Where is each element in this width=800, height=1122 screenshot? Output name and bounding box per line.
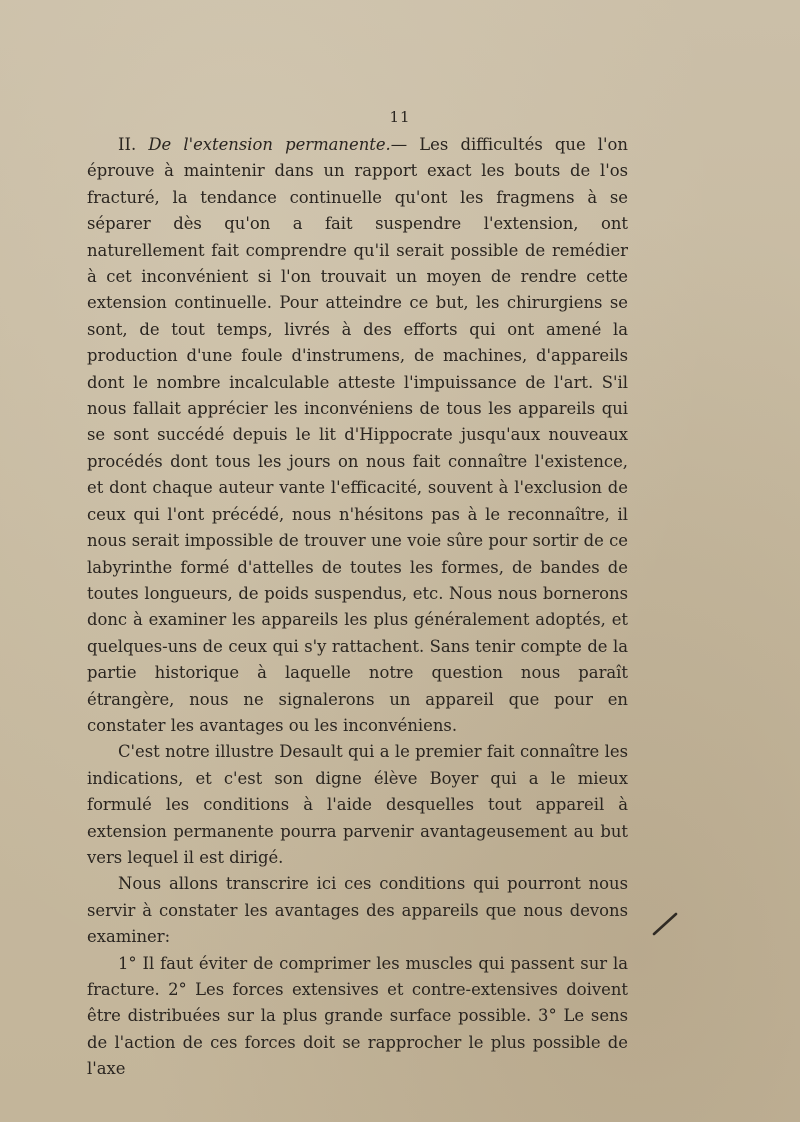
pencil-mark-icon [650, 908, 680, 938]
section-title: De l'extension permanente. [148, 135, 391, 154]
paragraph-3: Nous allons transcrire ici ces conditions qui pourront nous servir à constater les avantages des appareils que nous devons examiner: [87, 874, 628, 947]
section-number: II. [118, 135, 137, 154]
paragraph-1 [87, 132, 628, 739]
paragraph-2: C'est notre illustre Desault qui a le premier fait connaître les indications, et c'est son digne élève Boyer qui a le mieux formulé les conditions à l'aide desquelles tout appareil à extension permanente pourra parvenir avantageusement au but vers lequel il est dirigé. [87, 742, 628, 867]
paragraph-4: 1° Il faut éviter de comprimer les muscles qui passent sur la fracture. 2° Les forces extensives et contre-extensives doivent être distribuées sur la plus grande surface possible. 3° Le sens de l'action de ces forces doit se rapprocher le plus possible de l'axe [87, 953, 628, 1079]
body-text [87, 132, 628, 1083]
page-number: 11 [389, 108, 411, 126]
paragraph-1-text: Les difficultés que l'on éprouve à maintenir dans un rapport exact les bouts de l'os fracturé, la tendance continuelle qu'ont les fragmens à se séparer dès qu'on a fait suspendre l'extension, ont naturellement fait comprendre qu'il serait possible de remédier à cet inconvénient si l'on trouvait un moyen de rendre cette extension continuelle. Pour atteindre ce but, les chirurgiens se sont, de tout temps, livrés à des efforts qui ont amené la production d'une foule d'instrumens, de machines, d'appareils dont le nombre incalculable atteste l'impuissance de l'art. S'il nous fallait apprécier les inconvéniens de tous les appareils qui se sont succédé depuis le lit d'Hippocrate jusqu'aux nouveaux procédés dont tous les jours on nous fait connaître l'existence, et dont chaque auteur vante l'efficacité, souvent à l'exclusion de ceux qui l'ont précédé, nous n'hésitons pas à le reconnaître, il nous serait impossible de trouver une voie sûre pour sortir de ce labyrinthe formé d'attelles de toutes les formes, de bandes de toutes longueurs, de poids suspendus, etc. Nous nous bornerons donc à examiner les appareils les plus généralement adoptés, et quelques-uns de ceux qui s'y rattachent. Sans tenir compte de la partie historique à laquelle notre question nous paraît étrangère, nous ne signalerons un appareil que pour en constater les avantages ou les inconvéniens. [87, 135, 628, 735]
section-dash: — [390, 135, 408, 154]
